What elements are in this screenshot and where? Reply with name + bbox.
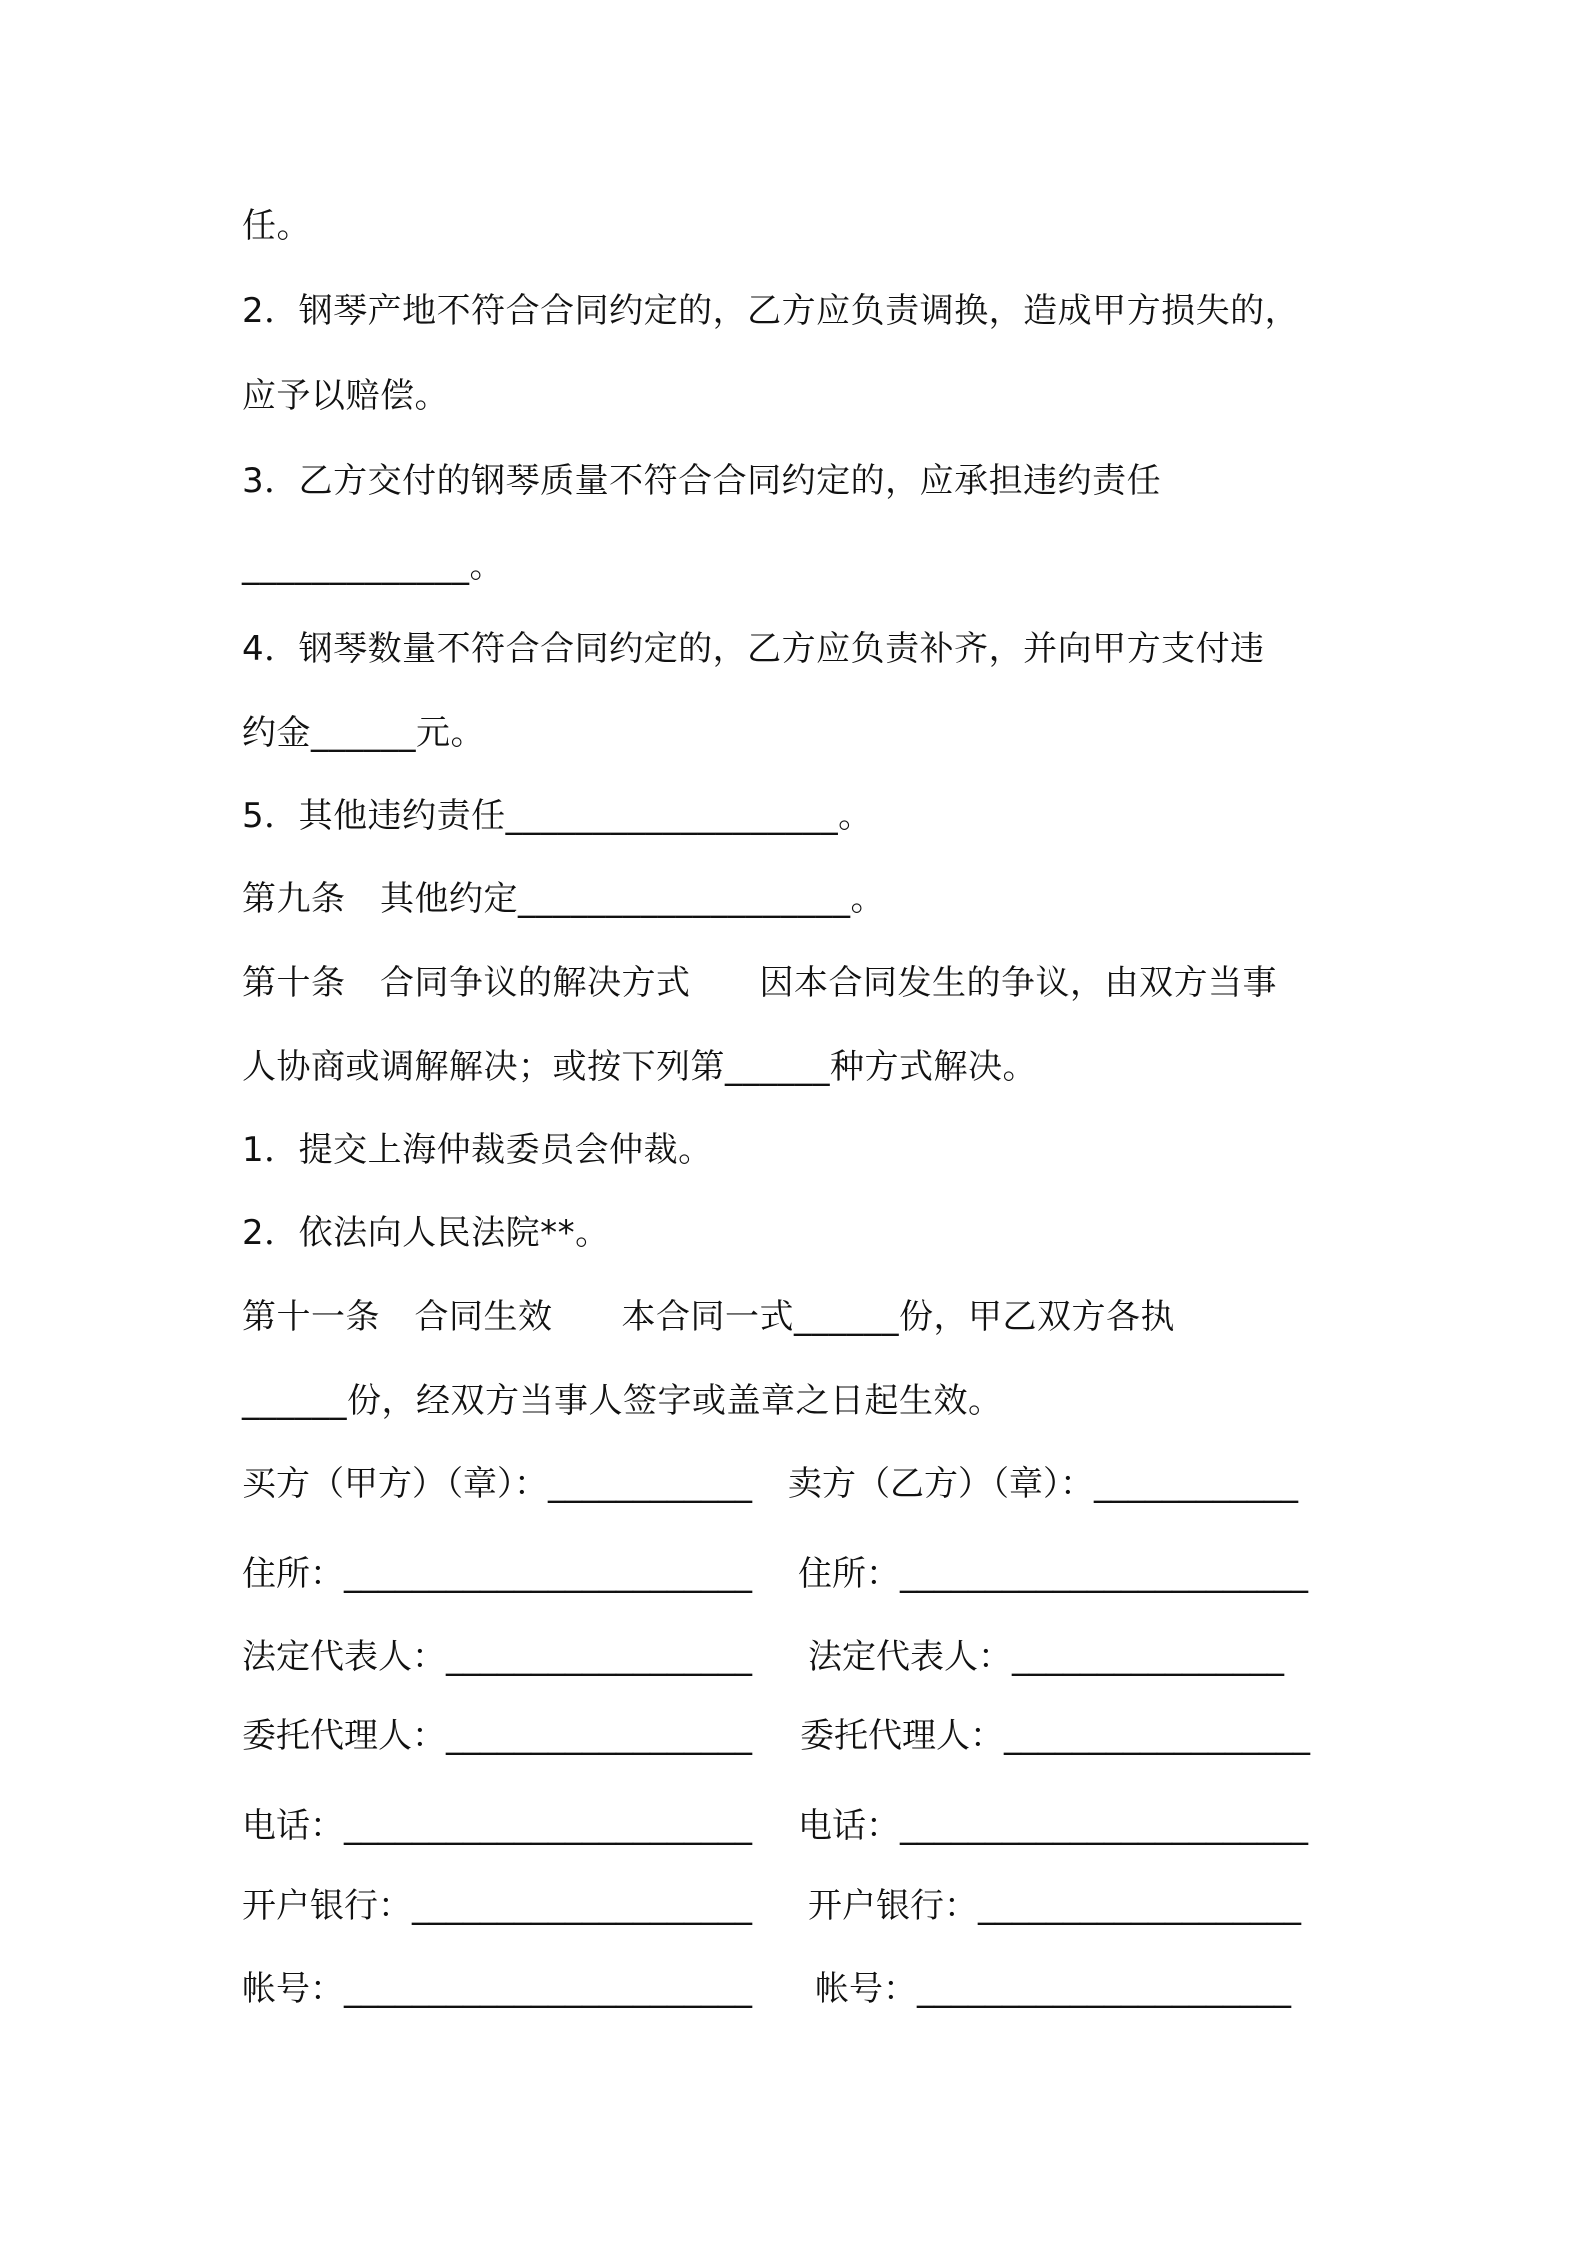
article-ten: 第十条 合同争议的解决方式 因本合同发生的争议，由双方当事: [242, 963, 1277, 1003]
clause-line-quality-breach: 3．乙方交付的钢琴质量不符合合同约定的，应承担违约责任: [242, 461, 1162, 501]
article-nine: 第九条 其他约定___________________。: [242, 879, 885, 919]
clause-line-quantity-breach: 4．钢琴数量不符合合同约定的，乙方应负责补齐，并向甲方支付违: [242, 629, 1265, 669]
article-eleven: 第十一条 合同生效 本合同一式______份，甲乙双方各执: [242, 1297, 1175, 1337]
buyer-phone-field: 电话：________________________: [242, 1806, 752, 1846]
seller-agent-field: 委托代理人：__________________: [800, 1716, 1310, 1756]
buyer-legal-rep-field: 法定代表人：__________________: [242, 1637, 752, 1677]
clause-line-other-liability: 5．其他违约责任___________________。: [242, 796, 873, 836]
clause-line-responsibility-end: 任。: [242, 206, 311, 246]
seller-phone-field: 电话：________________________: [798, 1806, 1308, 1846]
article-eleven-continued: ______份，经双方当事人签字或盖章之日起生效。: [242, 1381, 1003, 1421]
clause-line-quality-blank: _____________。: [242, 546, 504, 586]
seller-legal-rep-field: 法定代表人：________________: [808, 1637, 1284, 1677]
buyer-address-field: 住所：________________________: [242, 1554, 752, 1594]
seller-seal-field: 卖方（乙方）（章）：____________: [788, 1464, 1298, 1504]
buyer-agent-field: 委托代理人：__________________: [242, 1716, 752, 1756]
seller-bank-field: 开户银行：___________________: [808, 1886, 1301, 1926]
seller-account-field: 帐号：______________________: [815, 1969, 1291, 2009]
dispute-option-arbitration: 1．提交上海仲裁委员会仲裁。: [242, 1130, 713, 1170]
dispute-option-court: 2．依法向人民法院**。: [242, 1213, 610, 1253]
buyer-bank-field: 开户银行：____________________: [242, 1886, 752, 1926]
clause-line-origin-breach: 2．钢琴产地不符合合同约定的，乙方应负责调换，造成甲方损失的，: [242, 291, 1300, 331]
seller-address-field: 住所：________________________: [798, 1554, 1308, 1594]
buyer-seal-field: 买方（甲方）（章）：____________: [242, 1464, 752, 1504]
article-ten-continued: 人协商或调解解决；或按下列第______种方式解决。: [242, 1047, 1037, 1087]
clause-line-compensation: 应予以赔偿。: [242, 376, 449, 416]
buyer-account-field: 帐号：________________________: [242, 1969, 752, 2009]
clause-line-penalty: 约金______元。: [242, 713, 485, 753]
